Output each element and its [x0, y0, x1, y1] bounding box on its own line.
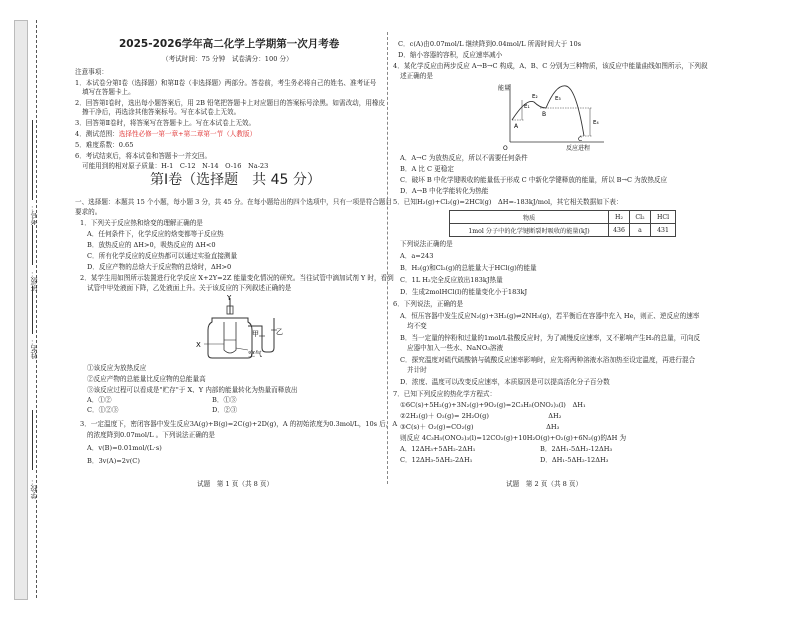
- q2-label-air: 空气: [248, 350, 262, 358]
- q4-energy-diagram: [500, 80, 610, 152]
- q2-statement: ①该反应为放热反应: [87, 364, 147, 372]
- q3-option: A．v(B)=0.01mol/(L·s): [87, 444, 162, 452]
- note-line: 3．回答第Ⅱ卷时，将答案写在答题卡上。写在本试卷上无效。: [75, 119, 256, 127]
- binding-label-id: 考号：: [30, 204, 38, 225]
- q7-equation: ②2H₂(g)＋ O₂(g)= 2H₂O(g) ΔH₂: [400, 412, 562, 420]
- q4-mark-e4: E₄: [593, 120, 599, 126]
- q1-option: D．反应产物的总焓大于反应物的总焓时，ΔH>0: [87, 263, 232, 271]
- q6-option: D．浓度、温度可以改变反应速率，本质原因是可以提高活化分子百分数: [400, 378, 610, 386]
- q6-stem: 6．下列说法，正确的是: [393, 300, 464, 308]
- table-row: [450, 224, 676, 237]
- q2-apparatus-figure: [190, 292, 290, 364]
- q4-mark-e2: E₂: [532, 94, 538, 100]
- footer-right: 试题 第 2 页（共 8 页）: [506, 480, 583, 488]
- table-header-cell: H₂: [609, 211, 630, 224]
- page-title: 2025-2026学年高二化学上学期第一次月考卷: [119, 38, 340, 50]
- table-cell: 436: [609, 224, 630, 237]
- q2-statement: ②反应产物的总能量比反应物的总能量高: [87, 375, 206, 383]
- binding-line-class: [32, 225, 33, 265]
- q6-option: A．恒压容器中发生反应N₂(g)+3H₂(g)⇌2NH₃(g)，若平衡后在容器中充入 He，则正、逆反应的速率: [400, 312, 700, 320]
- q6-option: C．探究温度对硫代硫酸钠与硫酸反应速率影响时，应先将两种溶液水浴加热至设定温度，再进行混合: [400, 356, 696, 364]
- q3-option: D．缩小容器的容积，反应速率减小: [398, 51, 503, 59]
- notes-heading: 注意事项：: [75, 68, 108, 76]
- scope-value: 选择性必修一第一章+第二章第一节（人教版）: [118, 130, 257, 138]
- note-line: 填写在答题卡上。: [82, 88, 135, 96]
- part1-title: 第Ⅰ卷（选择题 共 45 分）: [150, 172, 321, 188]
- note-line: 1．本试卷分第Ⅰ卷（选择题）和第Ⅱ卷（非选择题）两部分。答卷前，考生务必将自己的姓名、准考证号: [75, 79, 377, 87]
- q7-stem: 则反应 4C₃H₅(ONO₂)₃(l)=12CO₂(g)+10H₂O(g)+O₂(g)+6N₂(g)的ΔH 为: [400, 434, 627, 442]
- q4-mark-b: B: [542, 111, 547, 118]
- q2-option-d: D．②③: [212, 406, 238, 414]
- table-cell: 1mol 分子中的化学键断裂时吸收的能量(kJ): [450, 224, 609, 237]
- q5-option: C．1L H₂完全反应放出183kJ热量: [400, 276, 503, 284]
- q2-label-x: X: [196, 341, 201, 349]
- table-cell: a: [630, 224, 651, 237]
- q2-label-jia: 甲: [252, 330, 259, 338]
- q3-option: C．c(A)由0.07mol/L 继续降到0.04mol/L 所需时间大于 10s: [398, 40, 582, 48]
- q3-option: B．3v(A)=2v(C): [87, 457, 140, 465]
- q7-option-a: A．12ΔH₃+5ΔH₂-2ΔH₁: [400, 445, 476, 453]
- q5-option: B．H₂(g)和Cl₂(g)的总能量大于HCl(g)的能量: [400, 264, 537, 272]
- q2-option-b: B．①③: [212, 396, 237, 404]
- binding-label-school: 学校：: [30, 478, 38, 499]
- q4-mark-e1: E₁: [524, 104, 530, 110]
- q2-option-a: A．①②: [87, 396, 112, 404]
- q2-label-yi: 乙: [276, 328, 283, 336]
- q4-option: D．A→B 中化学能转化为热能: [400, 187, 489, 195]
- q3-stem: 3．一定温度下，密闭容器中发生反应3A(g)+B(g)=2C(g)+2D(g)，A 的初始浓度为0.3mol/L，10s 后，A: [80, 420, 398, 428]
- q4-origin: O: [503, 145, 508, 152]
- q5-option: D．生成2molHCl(l)的能量变化小于183kJ: [400, 288, 528, 296]
- table-row: [450, 211, 676, 224]
- column-divider: [387, 32, 389, 484]
- q5-stem: 5．已知H₂(g)+Cl₂(g)=2HCl(g) ΔH=-183kJ/mol，其它相关数据如下表：: [393, 198, 623, 206]
- note-line: 可能用到的相对原子质量：H-1 C-12 N-14 O-16 Na-23: [82, 162, 269, 170]
- q1-stem: 1．下列关于反应热和焓变的理解正确的是: [80, 219, 203, 227]
- q6-option: 均不变: [407, 322, 427, 330]
- note-line: 5．难度系数：0.65: [75, 141, 134, 149]
- binding-line-name: [32, 286, 33, 334]
- q4-option: A．A→C 为放热反应，所以不需要任何条件: [400, 154, 528, 162]
- q2-stem: 2．某学生用如图所示装置进行化学反应 X+2Y=2Z 能量变化情况的研究。当往试管中滴加试剂 Y 时，看到: [80, 274, 394, 282]
- q4-option: B．A 比 C 更稳定: [400, 165, 454, 173]
- q1-option: C．所有化学反应的反应热都可以通过实验直接测量: [87, 252, 238, 260]
- scope-label: 4．测试范围：: [75, 130, 119, 138]
- page-subtitle: （考试时间：75 分钟 试卷满分：100 分）: [162, 55, 293, 63]
- part1-intro: 要求的。: [75, 208, 102, 216]
- q7-option-b: B．2ΔH₁-5ΔH₂-12ΔH₃: [540, 445, 613, 453]
- q2-label-y: Y: [227, 294, 232, 302]
- q6-option: 应器中加入一些水、NaNO₃溶液: [407, 344, 504, 352]
- q1-option: A．任何条件下，化学反应的焓变都等于反应热: [87, 230, 224, 238]
- q6-option: 并计时: [407, 366, 427, 374]
- footer-left: 试题 第 1 页（共 8 页）: [197, 480, 274, 488]
- q2-stem: 试管中甲处液面下降，乙处液面上升。关于该反应的下列叙述正确的是: [87, 284, 292, 292]
- q7-option-d: D．ΔH₁-5ΔH₂-12ΔH₃: [540, 456, 609, 464]
- binding-strip: [0, 0, 48, 618]
- table-header-cell: HCl: [651, 211, 676, 224]
- q6-option: B．当一定量的锌粉和过量的1mol/L盐酸反应时，为了减慢反应速率，又不影响产生H₂的总量，可向反: [400, 334, 701, 342]
- note-line: [75, 130, 256, 138]
- q5-table: [449, 210, 676, 237]
- binding-line-id: [32, 120, 33, 200]
- q5-option: A．a=243: [400, 252, 434, 260]
- q4-ylabel: 能量: [498, 85, 511, 92]
- table-cell: 431: [651, 224, 676, 237]
- q3-stem: 的浓度降到0.07mol/L 。下列说法正确的是: [87, 431, 216, 439]
- q7-equation: ③C(s)＋ O₂(g)=CO₂(g) ΔH₃: [400, 423, 560, 431]
- q7-stem: 7．已知下列反应的热化学方程式：: [393, 390, 497, 398]
- q7-option-c: C．12ΔH₃-5ΔH₂-2ΔH₁: [400, 456, 473, 464]
- note-line: 6．考试结束后，将本试卷和答题卡一并交回。: [75, 152, 212, 160]
- q2-statement: ③该反应过程可以看成是"贮存"于 X、Y 内部的能量转化为热量而释放出: [87, 386, 298, 394]
- q5-stem: 下列说法正确的是: [400, 240, 453, 248]
- binding-line-school: [32, 410, 33, 470]
- q4-stem: 4．某化学反应由两步反应 A→B→C 构成，A、B、C 分别为三种物质，该反应中能量曲线如图所示，下列叙: [393, 62, 708, 70]
- q7-equation: ①6C(s)+5H₂(g)+3N₂(g)+9O₂(g)=2C₃H₅(ONO₂)₃(l) ΔH₁: [400, 401, 586, 409]
- q1-option: B．放热反应的 ΔH>0，吸热反应的 ΔH<0: [87, 241, 216, 249]
- q4-mark-a: A: [514, 123, 519, 130]
- q2-option-c: C．①②③: [87, 406, 119, 414]
- q4-mark-c: C: [578, 136, 583, 143]
- binding-cut-line: [36, 20, 37, 598]
- table-header-cell: Cl₂: [630, 211, 651, 224]
- table-header-cell: 物质: [450, 211, 609, 224]
- binding-label-name: 姓名：: [30, 338, 38, 359]
- q4-xlabel: 反应进程: [566, 145, 591, 152]
- part1-intro: 一、选择题：本题共 15 个小题，每小题 3 分，共 45 分。在每小题给出的四个选项中，只有一项是符合题目: [75, 198, 393, 206]
- q4-mark-e3: E₃: [555, 96, 561, 102]
- q4-option: C．破坏 B 中化学键吸收的能量低于形成 C 中新化学键释放的能量，所以 B→C 为放热反应: [400, 176, 668, 184]
- binding-label-class: 班级：: [30, 270, 38, 291]
- binding-bar: [14, 20, 28, 600]
- note-line: 2．回答第Ⅰ卷时，选出每小题答案后，用 2B 铅笔把答题卡上对应题目的答案标号涂黑。如需改动，用橡皮: [75, 99, 386, 107]
- note-line: 擦干净后，再选涂其他答案标号。写在本试卷上无效。: [82, 108, 241, 116]
- q4-stem: 述正确的是: [400, 72, 433, 80]
